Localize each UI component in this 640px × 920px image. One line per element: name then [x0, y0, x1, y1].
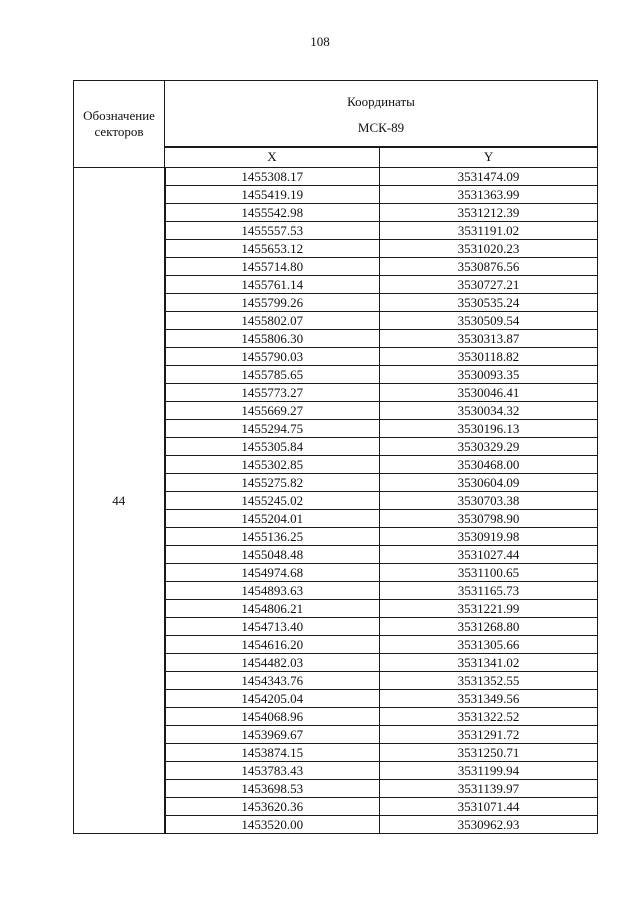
y-coordinate-cell: 3531165.73 [380, 582, 598, 600]
x-coordinate-cell: 1455806.30 [165, 330, 380, 348]
coordinates-table [73, 80, 598, 834]
x-coordinate-cell: 1455669.27 [165, 402, 380, 420]
y-coordinate-cell: 3530703.38 [380, 492, 598, 510]
coordinate-system-label: МСК-89 [357, 120, 405, 136]
y-coordinate-cell: 3531250.71 [380, 744, 598, 762]
x-coordinate-cell: 1455048.48 [165, 546, 380, 564]
sector-cell: 44 [74, 168, 165, 834]
x-coordinate-cell: 1455653.12 [165, 240, 380, 258]
x-coordinate-cell: 1455773.27 [165, 384, 380, 402]
x-coordinate-cell: 1455308.17 [165, 168, 380, 186]
coordinates-table-body [74, 168, 598, 834]
y-coordinate-cell: 3531212.39 [380, 204, 598, 222]
y-coordinate-cell: 3530329.29 [380, 438, 598, 456]
y-coordinate-cell: 3531071.44 [380, 798, 598, 816]
y-coordinate-cell: 3530468.00 [380, 456, 598, 474]
y-coordinate-cell: 3531322.52 [380, 708, 598, 726]
x-coordinate-cell: 1454974.68 [165, 564, 380, 582]
x-coordinate-cell: 1455557.53 [165, 222, 380, 240]
y-coordinate-cell: 3531221.99 [380, 600, 598, 618]
y-coordinate-cell: 3531100.65 [380, 564, 598, 582]
y-coordinate-cell: 3530727.21 [380, 276, 598, 294]
x-coordinate-cell: 1454616.20 [165, 636, 380, 654]
y-coordinate-cell: 3530046.41 [380, 384, 598, 402]
x-coordinate-cell: 1453520.00 [165, 816, 380, 834]
coordinates-table-wrapper [73, 80, 597, 834]
y-coordinate-cell: 3531363.99 [380, 186, 598, 204]
coordinates-title: Координаты [347, 94, 415, 110]
y-coordinate-cell: 3531305.66 [380, 636, 598, 654]
x-coordinate-cell: 1455799.26 [165, 294, 380, 312]
y-coordinate-cell: 3530196.13 [380, 420, 598, 438]
page-number: 108 [310, 34, 330, 49]
y-coordinate-cell: 3531291.72 [380, 726, 598, 744]
x-coordinate-cell: 1455790.03 [165, 348, 380, 366]
x-coordinate-cell: 1454806.21 [165, 600, 380, 618]
y-column-header: Y [380, 147, 598, 168]
x-coordinate-cell: 1454893.63 [165, 582, 380, 600]
y-coordinate-cell: 3530118.82 [380, 348, 598, 366]
x-column-header: X [165, 147, 380, 168]
x-coordinate-cell: 1454068.96 [165, 708, 380, 726]
y-coordinate-cell: 3530876.56 [380, 258, 598, 276]
x-coordinate-cell: 1455542.98 [165, 204, 380, 222]
y-coordinate-cell: 3530604.09 [380, 474, 598, 492]
y-coordinate-cell: 3530313.87 [380, 330, 598, 348]
x-coordinate-cell: 1455294.75 [165, 420, 380, 438]
x-coordinate-cell: 1453620.36 [165, 798, 380, 816]
x-coordinate-cell: 1455275.82 [165, 474, 380, 492]
y-coordinate-cell: 3530919.98 [380, 528, 598, 546]
x-coordinate-cell: 1454205.04 [165, 690, 380, 708]
x-coordinate-cell: 1455136.25 [165, 528, 380, 546]
x-coordinate-cell: 1454713.40 [165, 618, 380, 636]
x-coordinate-cell: 1453698.53 [165, 780, 380, 798]
x-coordinate-cell: 1455419.19 [165, 186, 380, 204]
x-coordinate-cell: 1454343.76 [165, 672, 380, 690]
y-coordinate-cell: 3531352.55 [380, 672, 598, 690]
y-coordinate-cell: 3531191.02 [380, 222, 598, 240]
y-coordinate-cell: 3531199.94 [380, 762, 598, 780]
y-coordinate-cell: 3531027.44 [380, 546, 598, 564]
x-coordinate-cell: 1455245.02 [165, 492, 380, 510]
table-row [74, 168, 598, 186]
x-coordinate-cell: 1455785.65 [165, 366, 380, 384]
y-coordinate-cell: 3530535.24 [380, 294, 598, 312]
y-coordinate-cell: 3530798.90 [380, 510, 598, 528]
x-coordinate-cell: 1453783.43 [165, 762, 380, 780]
y-coordinate-cell: 3531341.02 [380, 654, 598, 672]
x-coordinate-cell: 1455761.14 [165, 276, 380, 294]
x-coordinate-cell: 1455204.01 [165, 510, 380, 528]
y-coordinate-cell: 3531349.56 [380, 690, 598, 708]
y-coordinate-cell: 3530962.93 [380, 816, 598, 834]
y-coordinate-cell: 3531139.97 [380, 780, 598, 798]
y-coordinate-cell: 3530093.35 [380, 366, 598, 384]
x-coordinate-cell: 1455714.80 [165, 258, 380, 276]
y-coordinate-cell: 3530034.32 [380, 402, 598, 420]
x-coordinate-cell: 1453874.15 [165, 744, 380, 762]
y-coordinate-cell: 3531020.23 [380, 240, 598, 258]
y-coordinate-cell: 3531268.80 [380, 618, 598, 636]
x-coordinate-cell: 1455302.85 [165, 456, 380, 474]
x-coordinate-cell: 1455802.07 [165, 312, 380, 330]
x-coordinate-cell: 1454482.03 [165, 654, 380, 672]
coordinates-header [165, 81, 598, 147]
sector-column-header: Обозначение секторов [74, 81, 165, 168]
x-coordinate-cell: 1455305.84 [165, 438, 380, 456]
y-coordinate-cell: 3531474.09 [380, 168, 598, 186]
y-coordinate-cell: 3530509.54 [380, 312, 598, 330]
x-coordinate-cell: 1453969.67 [165, 726, 380, 744]
